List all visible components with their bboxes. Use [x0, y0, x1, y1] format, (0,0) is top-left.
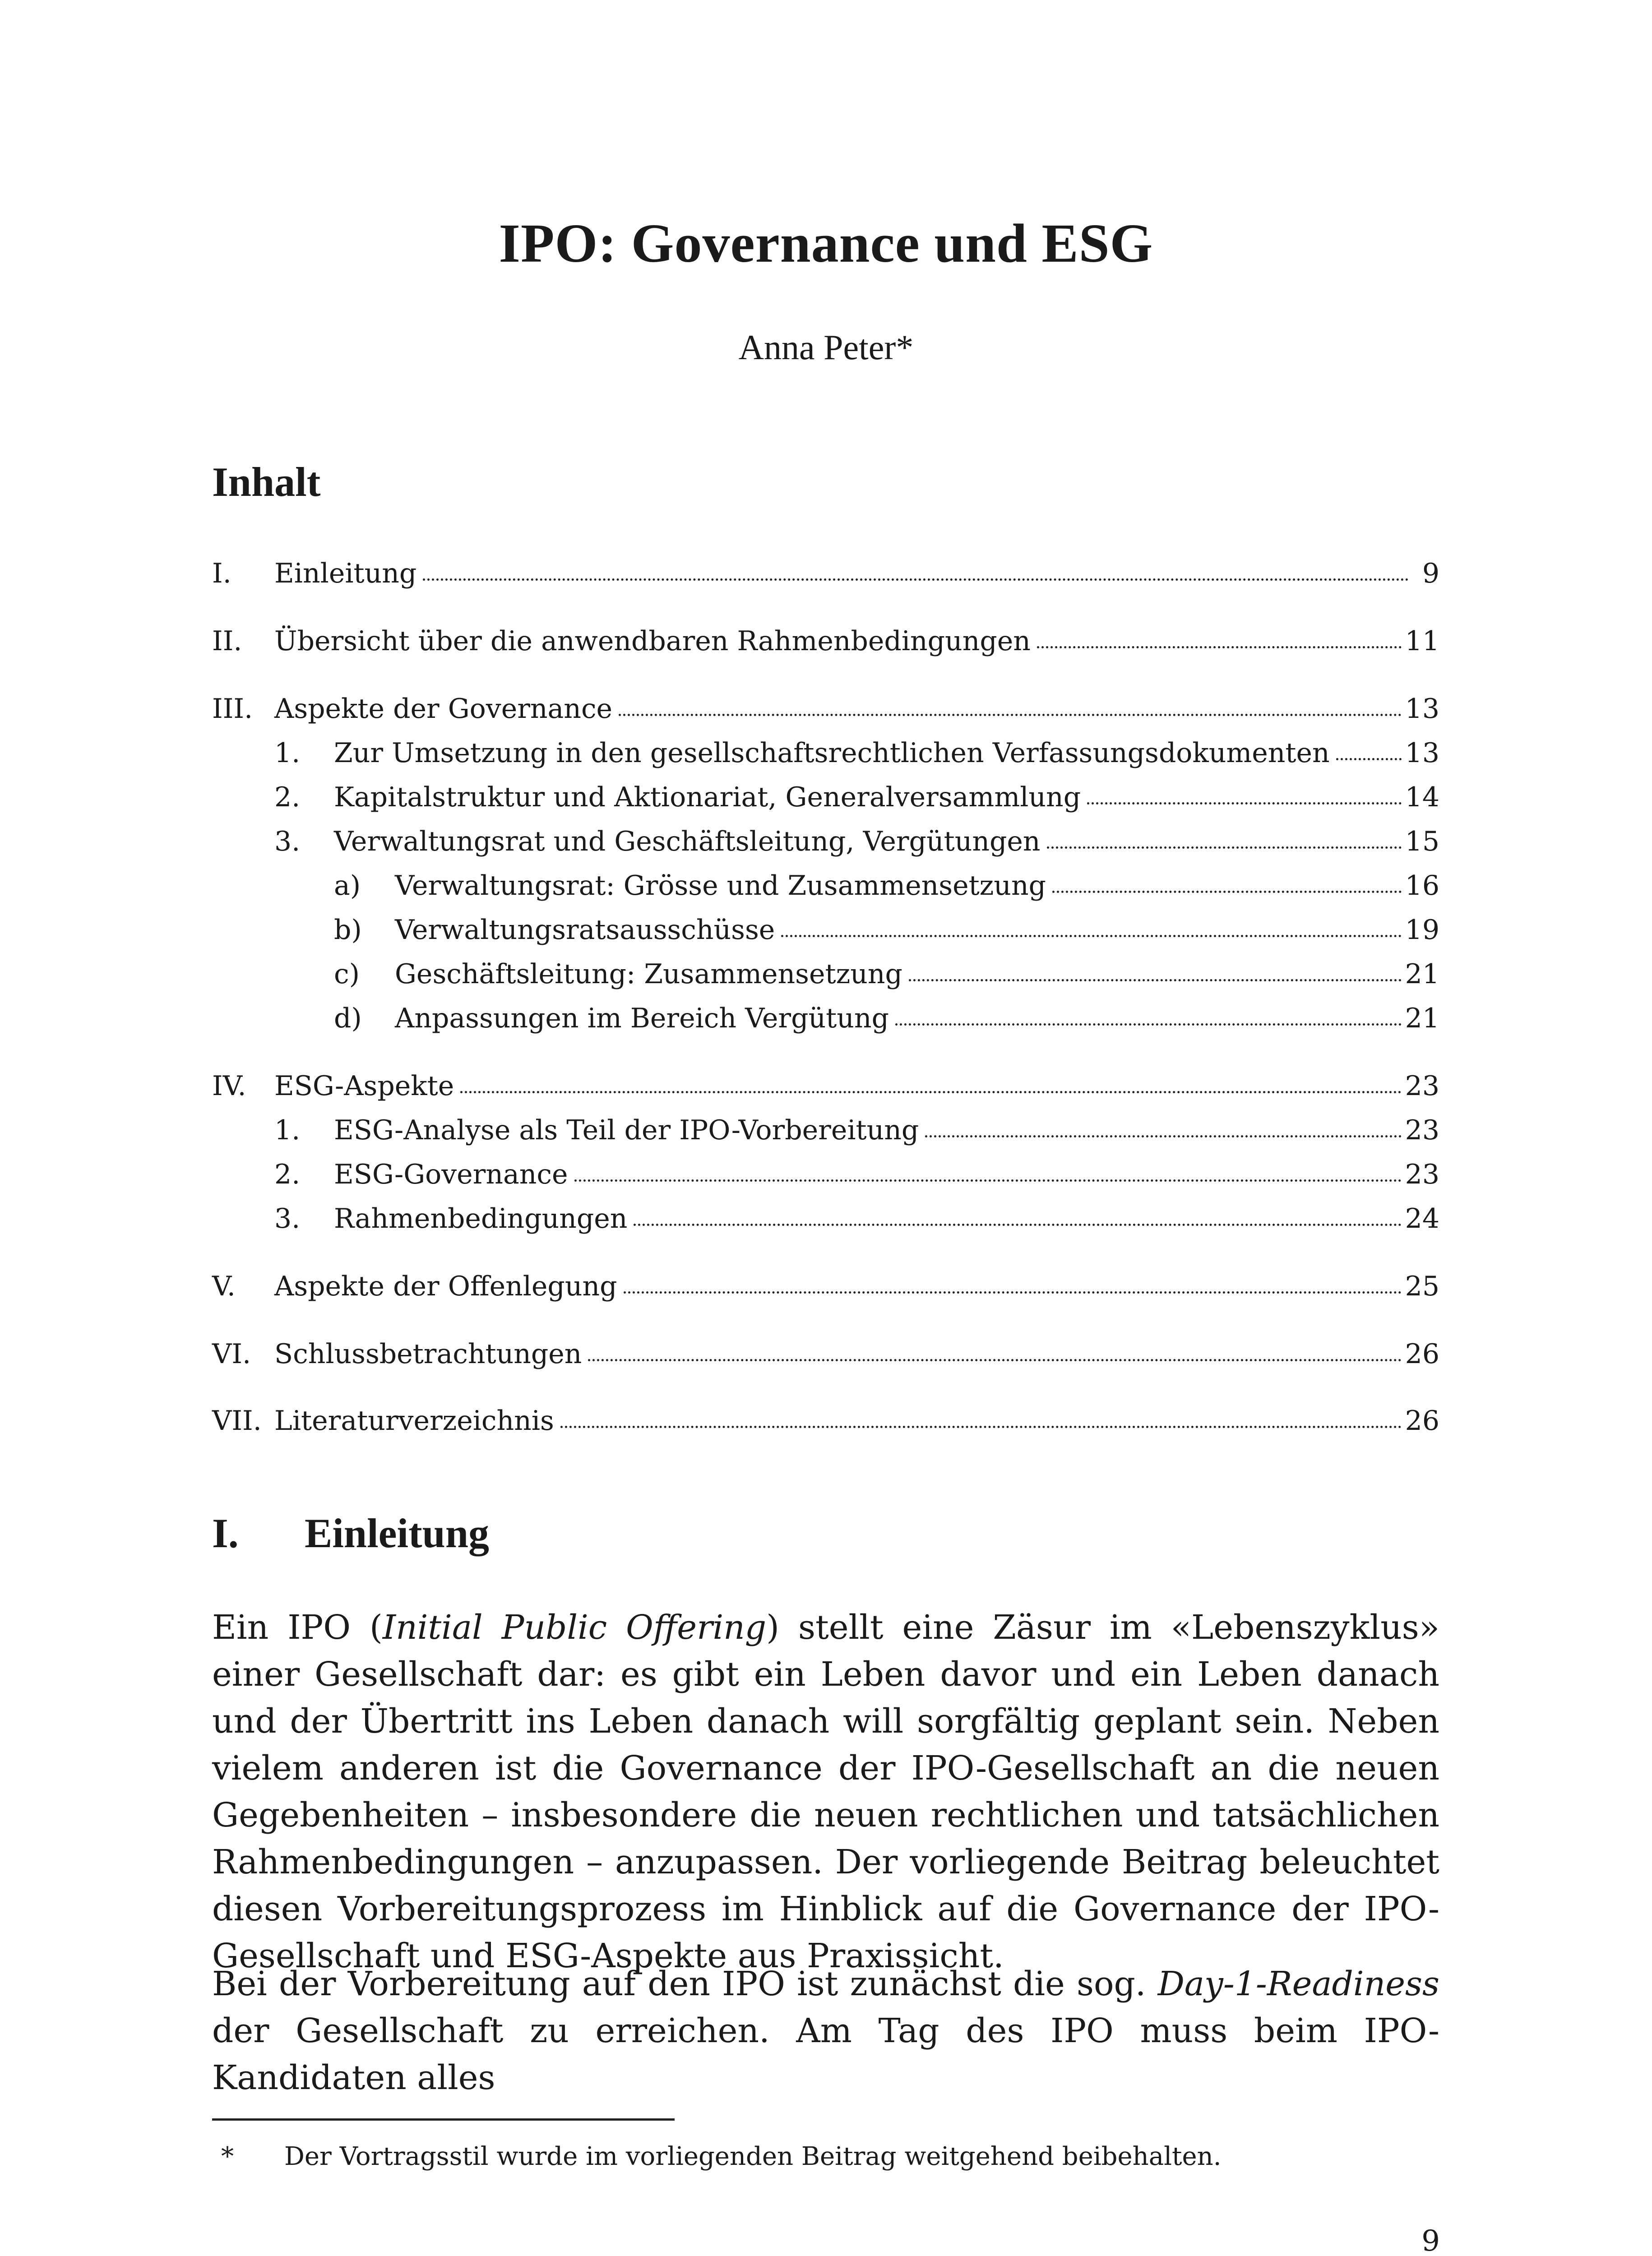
toc-entry-label: Verwaltungsrat und Geschäftsleitung, Vergütungen: [334, 826, 1041, 857]
footnote: [221, 2139, 1439, 2175]
toc-entry[interactable]: [212, 952, 1439, 996]
body-paragraph: [212, 1960, 1439, 2101]
toc-heading: Inhalt: [212, 459, 321, 505]
toc-dot-leader: [574, 1179, 1402, 1182]
toc-dot-leader: [1037, 646, 1402, 648]
toc-entry-page: 11: [1405, 625, 1439, 657]
section-title: Einleitung: [305, 1510, 490, 1556]
toc-entry[interactable]: [212, 1264, 1439, 1308]
toc-entry-label: Verwaltungsratsausschüsse: [395, 914, 775, 946]
toc-entry-label: Einleitung: [274, 558, 417, 589]
toc-entry-number: 2.: [274, 1159, 301, 1190]
toc-entry[interactable]: [212, 1399, 1439, 1443]
page-number: 9: [1421, 2224, 1440, 2256]
toc-entry-label: ESG-Aspekte: [274, 1070, 454, 1102]
toc-entry-page: 26: [1405, 1405, 1439, 1437]
toc-entry-number: I.: [212, 558, 231, 589]
toc-entry-label: ESG-Analyse als Teil der IPO-Vorbereitung: [334, 1114, 919, 1146]
toc-entry-number: 1.: [274, 737, 301, 769]
toc-entry[interactable]: [212, 619, 1439, 663]
toc-entry-page: 15: [1405, 826, 1439, 857]
toc-entry-number: 3.: [274, 826, 301, 857]
toc-entry-page: 16: [1405, 870, 1439, 901]
toc-entry-label: Aspekte der Offenlegung: [274, 1271, 617, 1302]
document-title: IPO: Governance und ESG: [499, 213, 1153, 274]
toc-entry-page: 13: [1405, 693, 1439, 725]
paragraph-italic-term: Day-1-Readiness: [1157, 1965, 1439, 2003]
toc-entry-page: 13: [1405, 737, 1439, 769]
footnote-divider: [212, 2118, 675, 2121]
toc-entry-page: 23: [1405, 1070, 1439, 1102]
section-heading: [212, 1509, 489, 1557]
toc-entry-number: VII.: [212, 1405, 262, 1437]
toc-dot-leader: [560, 1426, 1402, 1428]
toc-dot-leader: [624, 1291, 1402, 1294]
paragraph-text: Bei der Vorbereitung auf den IPO ist zunächst die sog.: [212, 1965, 1158, 2003]
toc-entry-label: Geschäftsleitung: Zusammensetzung: [395, 958, 902, 990]
toc-dot-leader: [1087, 802, 1402, 804]
toc-entry[interactable]: [212, 1197, 1439, 1241]
toc-dot-leader: [423, 578, 1409, 581]
paragraph-text: Ein IPO (: [212, 1608, 383, 1647]
paragraph-text: der Gesellschaft zu erreichen. Am Tag des IPO muss beim IPO-Kandidaten alles: [212, 2011, 1439, 2097]
toc-entry-number: II.: [212, 625, 242, 657]
toc-entry-label: Kapitalstruktur und Aktionariat, Generalversammlung: [334, 781, 1081, 813]
toc-entry-label: Schlussbetrachtungen: [274, 1338, 582, 1370]
toc-entry-page: 9: [1422, 558, 1439, 589]
toc-entry[interactable]: [212, 996, 1439, 1040]
toc-entry-label: Aspekte der Governance: [274, 693, 613, 725]
paragraph-text: ) stellt eine Zäsur im «Lebenszyklus» einer Gesellschaft dar: es gibt ein Leben davor und ein Leben danach und der Übertritt ins Leben danach will sorgfältig geplant sein. Neben vielem anderen ist die Governance der IPO-Gesellschaft an die neuen Gegebenheiten – insbesondere die neuen rechtlichen und tatsächlichen Rahmenbedingungen – anzupassen. Der vorliegende Beitrag beleuchtet diesen Vorbereitungsprozess im Hinblick auf die Governance der IPO-Gesellschaft und ESG-Aspekte aus Praxissicht.: [212, 1608, 1439, 1975]
toc-entry-page: 14: [1405, 781, 1439, 813]
toc-entry[interactable]: [212, 1332, 1439, 1376]
toc-entry[interactable]: [212, 819, 1439, 864]
toc-dot-leader: [619, 714, 1402, 716]
toc-dot-leader: [1052, 891, 1402, 893]
toc-dot-leader: [781, 935, 1401, 937]
toc-entry[interactable]: [212, 908, 1439, 952]
toc-entry[interactable]: [212, 1108, 1439, 1152]
toc-entry[interactable]: [212, 731, 1439, 775]
toc-entry[interactable]: [212, 864, 1439, 908]
toc-entry-page: 21: [1405, 1003, 1439, 1034]
toc-dot-leader: [1336, 758, 1402, 760]
toc-entry[interactable]: [212, 775, 1439, 819]
toc-entry-page: 21: [1405, 958, 1439, 990]
toc-entry-number: d): [334, 1003, 362, 1034]
toc-entry[interactable]: [212, 687, 1439, 731]
toc-entry-number: b): [334, 914, 362, 946]
footnote-text: Der Vortragsstil wurde im vorliegenden Beitrag weitgehend beibehalten.: [284, 2142, 1222, 2171]
toc-entry-page: 23: [1405, 1159, 1439, 1190]
toc-entry-page: 19: [1405, 914, 1439, 946]
toc-entry-number: 1.: [274, 1114, 301, 1146]
toc-entry-number: c): [334, 958, 360, 990]
toc-entry-page: 23: [1405, 1114, 1439, 1146]
toc-dot-leader: [588, 1359, 1401, 1361]
toc-entry-number: VI.: [212, 1338, 251, 1370]
toc-entry-label: Zur Umsetzung in den gesellschaftsrechtlichen Verfassungsdokumenten: [334, 737, 1330, 769]
paragraph-italic-term: Initial Public Offering: [382, 1608, 767, 1647]
toc-entry-number: 3.: [274, 1203, 301, 1234]
section-number: I.: [212, 1510, 239, 1556]
toc-entry-number: IV.: [212, 1070, 246, 1102]
toc-entry-page: 26: [1405, 1338, 1439, 1370]
toc-entry-label: Verwaltungsrat: Grösse und Zusammensetzung: [395, 870, 1046, 901]
toc-entry-number: V.: [212, 1271, 236, 1302]
toc-entry[interactable]: [212, 1064, 1439, 1108]
toc-dot-leader: [925, 1135, 1401, 1137]
toc-entry-page: 25: [1405, 1271, 1439, 1302]
toc-entry-number: III.: [212, 693, 253, 725]
footnote-mark: *: [221, 2142, 234, 2171]
toc-dot-leader: [1047, 846, 1402, 849]
toc-entry-number: 2.: [274, 781, 301, 813]
author-name: Anna Peter*: [738, 328, 914, 367]
toc-entry-label: Anpassungen im Bereich Vergütung: [395, 1003, 889, 1034]
toc-entry-number: a): [334, 870, 361, 901]
toc-dot-leader: [909, 979, 1402, 981]
body-paragraph: [212, 1604, 1439, 1979]
toc-entry[interactable]: [212, 551, 1439, 596]
toc-dot-leader: [895, 1023, 1402, 1026]
toc-entry-label: Übersicht über die anwendbaren Rahmenbedingungen: [274, 625, 1031, 657]
toc-entry-label: Rahmenbedingungen: [334, 1203, 628, 1234]
toc-entry-label: ESG-Governance: [334, 1159, 568, 1190]
toc-entry[interactable]: [212, 1152, 1439, 1197]
toc-entry-label: Literaturverzeichnis: [274, 1405, 554, 1437]
toc-dot-leader: [634, 1224, 1401, 1226]
toc-dot-leader: [460, 1091, 1401, 1093]
toc-entry-page: 24: [1405, 1203, 1439, 1234]
